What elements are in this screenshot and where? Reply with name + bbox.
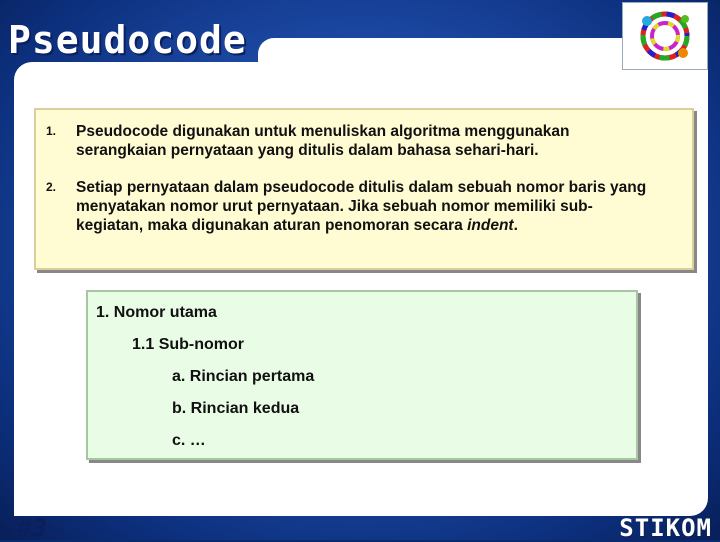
example-line-main: 1. Nomor utama: [96, 304, 217, 321]
example-line-detail: a. Rincian pertama: [172, 368, 315, 385]
brand-label: STIKOM: [619, 514, 712, 542]
list-text: [76, 178, 656, 235]
definition-box: [34, 108, 694, 270]
slide-number: #3: [14, 514, 48, 542]
list-text-italic: indent: [467, 217, 514, 234]
example-box: [86, 290, 638, 460]
slide-title: Pseudocode: [8, 18, 247, 62]
list-item: [46, 178, 656, 235]
example-line-detail: b. Rincian kedua: [172, 400, 300, 417]
list-number: 2.: [46, 180, 57, 194]
list-item: [46, 122, 656, 160]
list-number: 1.: [46, 124, 57, 138]
example-line-detail: c. …: [172, 432, 206, 449]
list-text-main: Setiap pernyataan dalam pseudocode ditulis dalam sebuah nomor baris yang menyatakan nomor urut pernyataan. Jika sebuah nomor memiliki sub-kegiatan, maka digunakan aturan penomoran secara: [76, 179, 647, 234]
example-line-sub: 1.1 Sub-nomor: [132, 336, 245, 353]
list-text: Pseudocode digunakan untuk menuliskan algoritma menggunakan serangkaian pernyataan yang ditulis dalam bahasa sehari-hari.: [76, 123, 570, 159]
list-text-end: .: [513, 217, 518, 234]
gear-chain-logo-icon: [622, 2, 708, 70]
